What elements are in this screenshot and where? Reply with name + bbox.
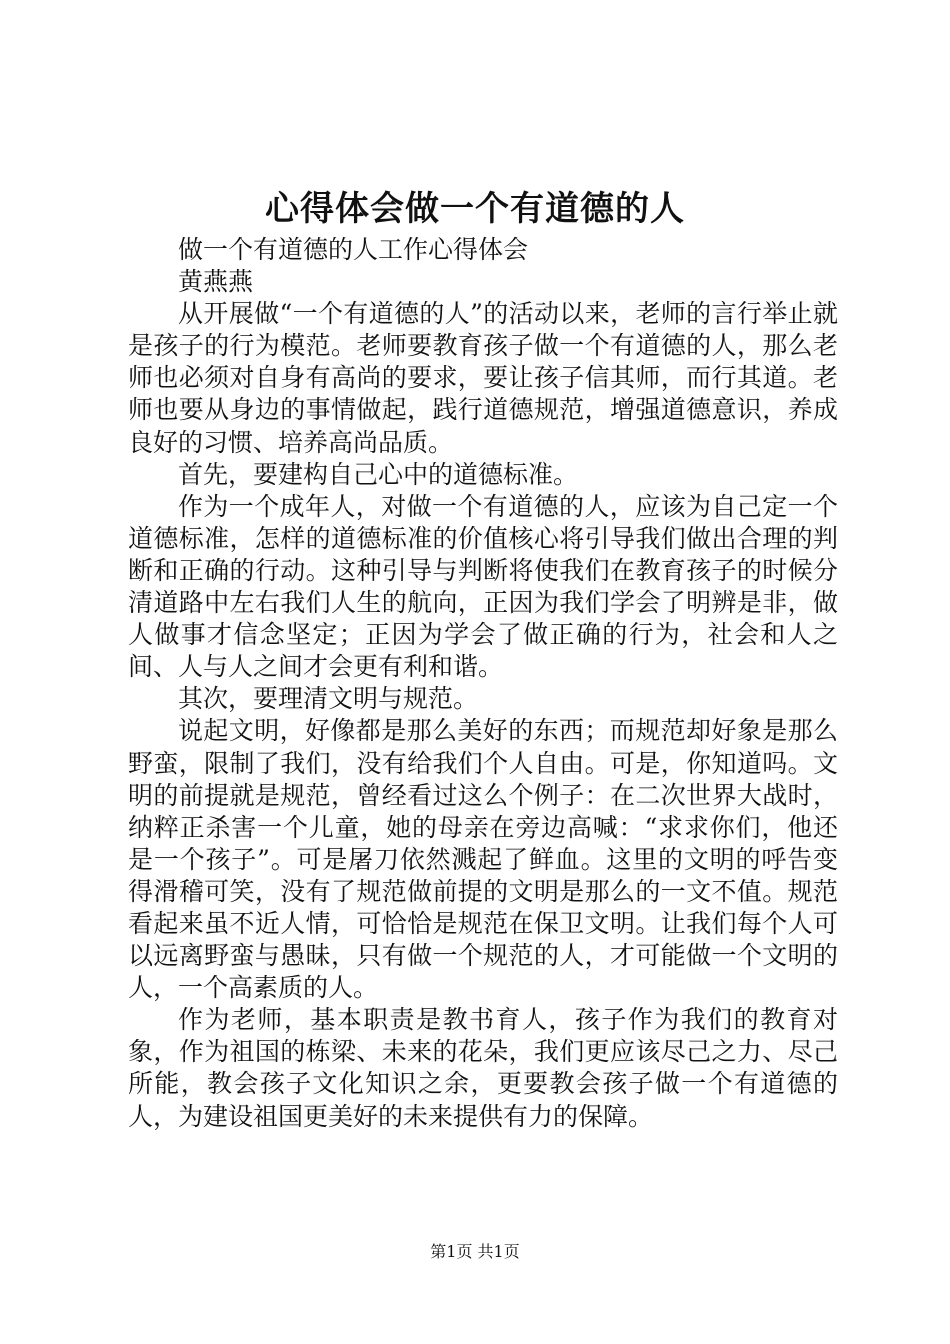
document-body (128, 234, 838, 1133)
paragraph-subtitle: 做一个有道德的人工作心得体会 (178, 235, 529, 264)
paragraph-heading-second: 其次，要理清文明与规范。 (178, 684, 479, 714)
paragraph-civilization: 说起文明，好像都是那么美好的东西；而规范却好象是那么野蛮，限制了我们，没有给我们个人自由。可是，你知道吗。文明的前提就是规范，曾经看过这么个例子：在二次世界大战时，纳粹正杀害一个儿童，她的母亲在旁边高喊：“求求你们，他还是一个孩子”。可是屠刀依然溅起了鲜血。这里的文明的呼告变得滑稽可笑，没有了规范做前提的文明是那么的一文不值。规范看起来虽不近人情，可恰恰是规范在保卫文明。让我们每个人可以远离野蛮与愚昧，只有做一个规范的人，才可能做一个文明的人，一个高素质的人。 (128, 716, 838, 1003)
paragraph-heading-first: 首先，要建构自己心中的道德标准。 (178, 459, 579, 489)
paragraph-conclusion: 作为老师，基本职责是教书育人，孩子作为我们的教育对象，作为祖国的栋梁、未来的花朵，我们更应该尽己之力、尽己所能，教会孩子文化知识之余，更要教会孩子做一个有道德的人，为建设祖国更美好的未来提供有力的保障。 (128, 1005, 838, 1131)
paragraph-standard: 作为一个成年人，对做一个有道德的人，应该为自己定一个道德标准，怎样的道德标准的价值核心将引导我们做出合理的判断和正确的行动。这种引导与判断将使我们在教育孩子的时候分清道路中左右我们人生的航向，正因为我们学会了明辨是非，做人做事才信念坚定；正因为学会了做正确的行为，社会和人之间、人与人之间才会更有利和谐。 (128, 491, 838, 682)
document-title: 心得体会做一个有道德的人 (265, 189, 685, 229)
paragraph-author: 黄燕燕 (178, 267, 254, 297)
paragraph-intro: 从开展做“一个有道德的人”的活动以来，老师的言行举止就是孩子的行为模范。老师要教育孩子做一个有道德的人，那么老师也必须对自身有高尚的要求，要让孩子信其师，而行其道。老师也要从身边的事情做起，践行道德规范，增强道德意识，养成良好的习惯、培养高尚品质。 (128, 299, 838, 457)
page-footer: 第1页 共1页 (430, 1242, 520, 1261)
